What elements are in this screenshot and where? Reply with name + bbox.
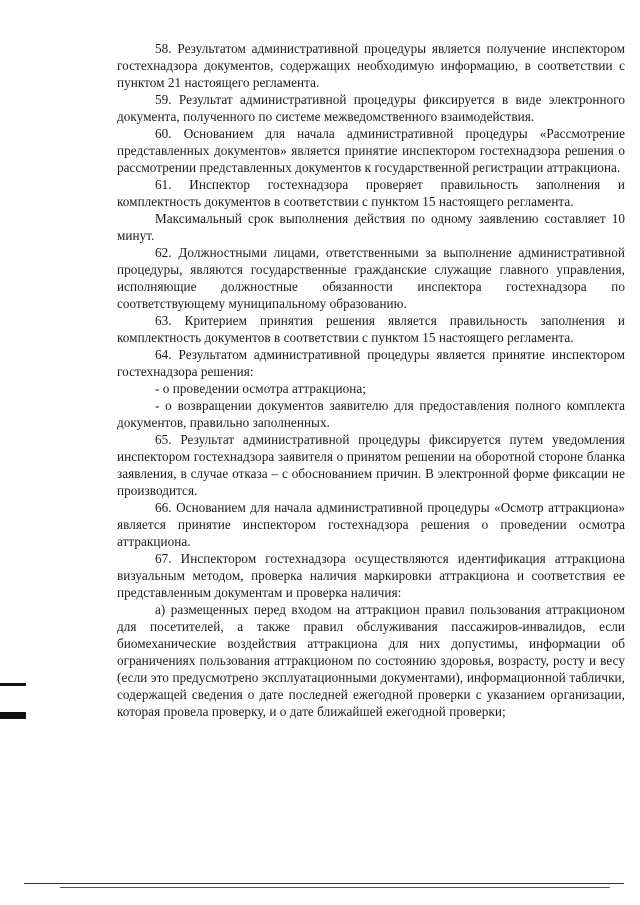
footer-rule-secondary — [60, 887, 610, 888]
document-body — [117, 40, 625, 720]
paragraph-61: 61. Инспектор гостехнадзора проверяет правильность заполнения и комплектность документов в соответствии с пунктом 15 настоящего регламента. — [117, 177, 625, 209]
paragraph-60: 60. Основанием для начала административной процедуры «Рассмотрение представленных документов» является принятие инспектором гостехнадзора решения о рассмотрении представленных документов к государственной регистрации аттракциона. — [117, 126, 625, 175]
paragraph-63: 63. Критерием принятия решения является правильность заполнения и комплектность документов в соответствии с пунктом 15 настоящего регламента. — [117, 313, 625, 345]
paragraph-62: 62. Должностными лицами, ответственными за выполнение административной процедуры, являются государственные гражданские служащие главного управления, исполняющие должностные обязанности инспектора гостехнадзора по соответствующему муниципальному образованию. — [117, 245, 625, 311]
scan-mark-bottom — [0, 712, 26, 719]
paragraph-66: 66. Основанием для начала административной процедуры «Осмотр аттракциона» является принятие инспектором гостехнадзора решения о проведении осмотра аттракциона. — [117, 500, 625, 549]
paragraph-67: 67. Инспектором гостехнадзора осуществляются идентификация аттракциона визуальным методом, проверка наличия маркировки аттракциона и соответствия ее представленным документам и проверка наличия: — [117, 551, 625, 600]
paragraph-max-time: Максимальный срок выполнения действия по одному заявлению составляет 10 минут. — [117, 211, 625, 243]
list-item-inspection: - о проведении осмотра аттракциона; — [155, 381, 366, 396]
paragraph-65: 65. Результат административной процедуры фиксируется путем уведомления инспектором гостехнадзора заявителя о принятом решении на оборотной стороне бланка заявления, в случае отказа – с обоснованием причин. В электронной форме фиксации не производится. — [117, 432, 625, 498]
paragraph-58: 58. Результатом административной процедуры является получение инспектором гостехнадзора документов, содержащих необходимую информацию, в соответствии с пунктом 21 настоящего регламента. — [117, 41, 625, 90]
footer-rule — [24, 883, 624, 884]
paragraph-64: 64. Результатом административной процедуры является принятие инспектором гостехнадзора решения: — [117, 347, 625, 379]
scan-mark-top — [0, 683, 26, 686]
paragraph-67a: а) размещенных перед входом на аттракцион правил пользования аттракционом для посетителей, а также правил обслуживания пассажиров-инвалидов, если биомеханические воздействия аттракциона для них допустимы, информации об ограничениях пользования аттракционом по состоянию здоровья, возрасту, росту и весу (если это предусмотрено эксплуатационными документами), информационной таблички, содержащей сведения о дате последней ежегодной проверки с указанием организации, которая провела проверку, и о дате ближайшей ежегодной проверки; — [117, 602, 625, 719]
paragraph-59: 59. Результат административной процедуры фиксируется в виде электронного документа, полученного по системе межведомственного взаимодействия. — [117, 92, 625, 124]
list-item-return-documents: - о возвращении документов заявителю для предоставления полного комплекта документов, правильно заполненных. — [117, 398, 625, 430]
